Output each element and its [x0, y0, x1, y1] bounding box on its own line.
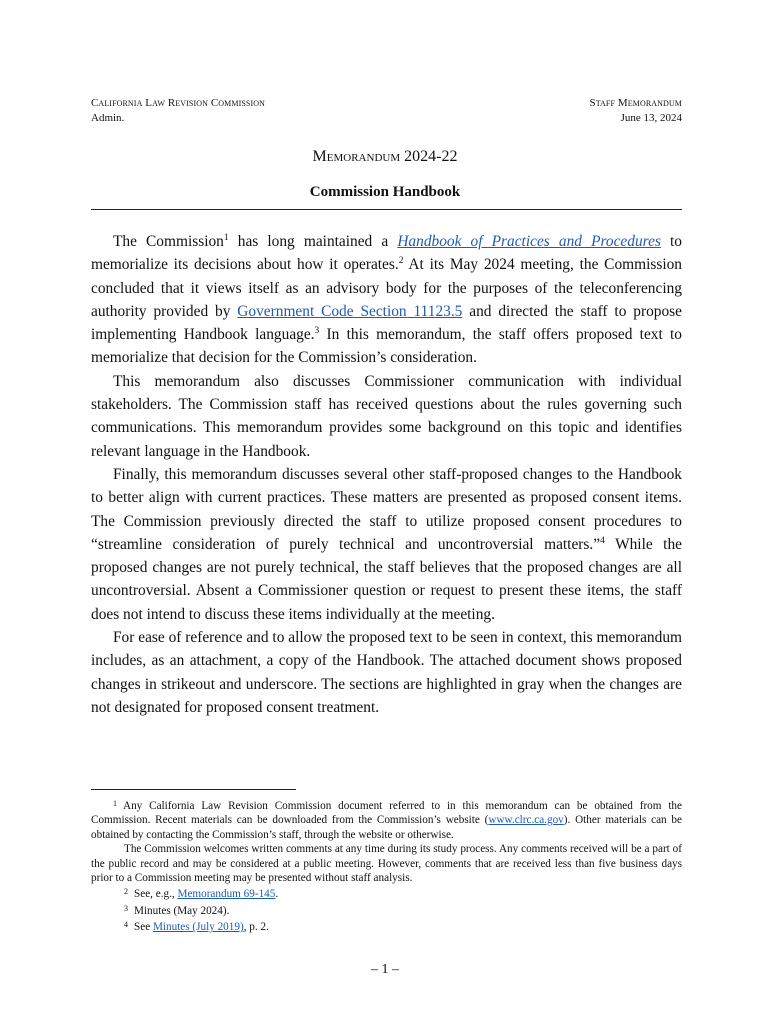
text-run: See [134, 921, 153, 934]
footnote-separator [91, 789, 296, 790]
government-code-link[interactable]: Government Code Section 11123.5 [237, 302, 463, 320]
paragraph-2: This memorandum also discusses Commissioner communication with individual stakeholders. The Commission staff has received questions about the rules governing such communications. This memorandum provides some background on this topic and identifies relevant language in the Handbook. [91, 372, 682, 460]
page-number: – 1 – [371, 962, 399, 977]
paragraph-3 [91, 463, 682, 626]
title-divider [91, 209, 682, 210]
footnote-ref-4[interactable]: 4 [600, 535, 605, 546]
footnote-4 [91, 918, 682, 934]
text-run: The Commission [113, 233, 224, 250]
document-type: Staff Memorandum [589, 97, 682, 109]
footnote-number: 4 [124, 920, 128, 930]
text-run: , p. 2. [243, 921, 269, 934]
text-run: has long maintained a [228, 233, 398, 250]
text-run: to memorialize its decisions about how it operates. [91, 233, 682, 274]
memo-subject: Commission Handbook [309, 184, 461, 200]
footnote-ref-3[interactable]: 3 [314, 326, 320, 337]
memorandum-69-145-link[interactable]: Memorandum 69-145 [177, 888, 276, 901]
clrc-website-link[interactable]: www.clrc.ca.gov [488, 814, 564, 827]
text-run: Minutes (May 2024). [134, 904, 230, 917]
footnote-1-continued: The Commission welcomes written comments at any time during its study process. Any comments received will be a part of the public record and may be considered at a public meeting. However, comments that are received less than five business days prior to a Commission meeting may be presented without staff analysis. [91, 843, 682, 885]
paragraph-1 [91, 230, 682, 370]
footnote-number: 1 [113, 799, 117, 808]
text-run: See, e.g., [134, 888, 178, 901]
text-run: At its May 2024 meeting, the Commission concluded that it views itself as an advisory body for the purposes of the teleconferencing authority provided by [91, 256, 682, 320]
text-run: In this memorandum, the staff offers proposed text to memorialize that decision for the Commission’s consideration. [91, 326, 682, 367]
footnote-3 [91, 902, 682, 918]
text-run: ). Other materials can be obtained by contacting the Commission’s staff, through the website or otherwise. [91, 814, 682, 841]
memo-date: June 13, 2024 [620, 112, 682, 124]
study-category: Admin. [91, 112, 125, 124]
memo-title: Memorandum 2024-22 [312, 148, 458, 165]
footnote-number: 2 [124, 887, 128, 897]
handbook-link[interactable]: Handbook of Practices and Procedures [397, 233, 661, 250]
text-run: and directed the staff to propose implementing Handbook language. [91, 302, 682, 344]
footnote-number: 3 [124, 903, 128, 913]
text-run: Finally, this memorandum discusses several other staff-proposed changes to the Handbook to better align with current practices. These matters are presented as proposed consent items. The Commission previously directed the staff to utilize proposed consent procedures to “streamline consideration of purely technical and uncontroversial matters.” [91, 465, 682, 553]
footnote-1 [91, 797, 682, 842]
text-run: . [275, 888, 279, 901]
minutes-july-2019-link[interactable]: Minutes (July 2019) [152, 921, 244, 934]
memo-body [91, 230, 682, 719]
footnote-2 [91, 885, 682, 901]
text-run: While the proposed changes are not purely technical, the staff believes that the proposed changes are all uncontroversial. Absent a Commissioner question or request to present these items, the staff does not intend to discuss these items individually at the meeting. [91, 535, 682, 623]
footnote-ref-1[interactable]: 1 [223, 233, 229, 243]
paragraph-4: For ease of reference and to allow the proposed text to be seen in context, this memorandum includes, as an attachment, a copy of the Handbook. The attached document shows proposed changes in strikeout and underscore. The sections are highlighted in gray when the changes are not designated for proposed consent treatment. [91, 629, 682, 716]
footnotes [91, 797, 682, 935]
commission-name: California Law Revision Commission [91, 97, 265, 109]
text-run: Any California Law Revision Commission document referred to in this memorandum can be obtained from the Commission. Recent materials can be downloaded from the Commission’s website ( [91, 800, 682, 827]
footnote-ref-2[interactable]: 2 [398, 256, 404, 267]
